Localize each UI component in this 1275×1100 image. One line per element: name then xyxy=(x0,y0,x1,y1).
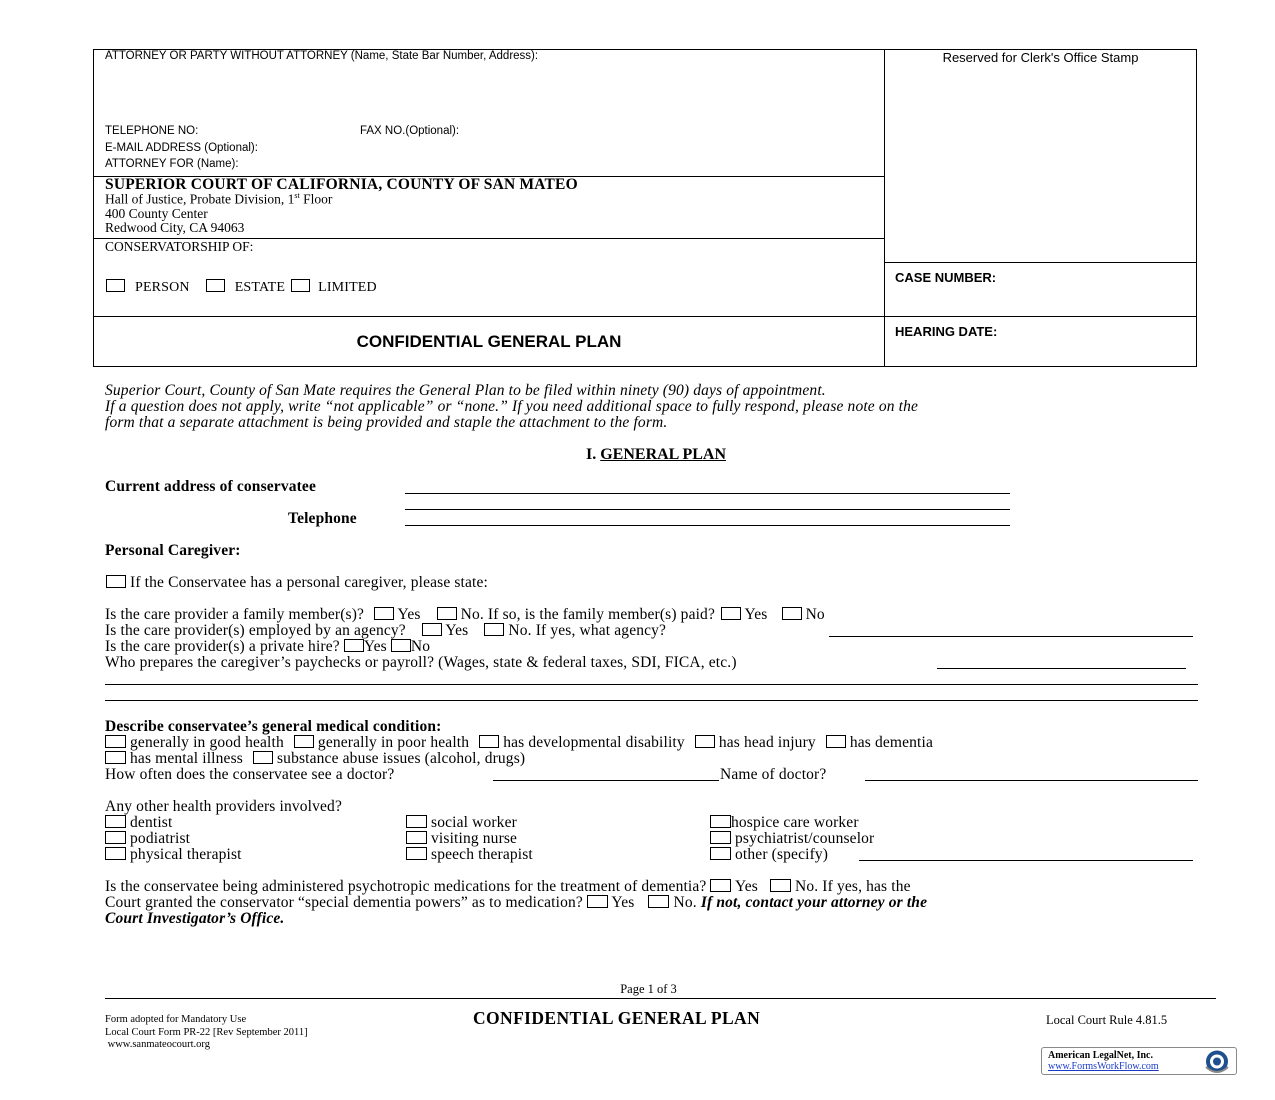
telephone-input[interactable] xyxy=(405,515,1010,526)
psychiatrist-checkbox[interactable] xyxy=(710,831,731,844)
caption-divider xyxy=(93,316,1197,317)
has-caregiver-checkbox[interactable] xyxy=(106,575,126,588)
family-paid-yes-checkbox[interactable] xyxy=(721,607,741,620)
other-provider-input[interactable] xyxy=(859,850,1193,861)
substance-checkbox[interactable] xyxy=(253,751,273,764)
hospice-checkbox[interactable] xyxy=(710,815,731,828)
podiatrist-checkbox[interactable] xyxy=(105,831,126,844)
provider-psychiatrist: psychiatrist/counselor xyxy=(710,830,874,848)
payroll-row: Who prepares the caregiver’s paychecks or payroll? (Wages, state & federal taxes, SDI, FICA, etc.) xyxy=(105,654,737,671)
providers-question: Any other health providers involved? xyxy=(105,798,342,815)
psychotropic-yes-checkbox[interactable] xyxy=(710,879,731,892)
caption-divider xyxy=(884,262,1197,263)
speech-therapist-checkbox[interactable] xyxy=(406,847,427,860)
family-member-row: Is the care provider a family member(s)? Yes No. If so, is the family member(s) paid? Yes No xyxy=(105,606,825,623)
current-address-label: Current address of conservatee xyxy=(105,478,316,495)
instructions-line-3: form that a separate attachment is being provided and staple the attachment to the form. xyxy=(105,414,668,431)
conservatorship-label: CONSERVATORSHIP OF: xyxy=(105,239,254,254)
physical-therapist-checkbox[interactable] xyxy=(105,847,126,860)
provider-speech-therapist: speech therapist xyxy=(406,846,533,864)
agency-no-checkbox[interactable] xyxy=(484,623,504,636)
legalnet-logo-icon xyxy=(1200,1049,1234,1074)
dentist-checkbox[interactable] xyxy=(105,815,126,828)
other-provider-checkbox[interactable] xyxy=(710,847,731,860)
poor-health-checkbox[interactable] xyxy=(294,735,314,748)
footer-rule-text: Local Court Rule 4.81.5 xyxy=(1046,1013,1168,1027)
footer-title: CONFIDENTIAL GENERAL PLAN xyxy=(473,1008,761,1028)
attorney-label: ATTORNEY OR PARTY WITHOUT ATTORNEY (Name, State Bar Number, Address): xyxy=(105,50,539,62)
visiting-nurse-checkbox[interactable] xyxy=(406,831,427,844)
agency-yes-checkbox[interactable] xyxy=(422,623,442,636)
instructions-line-2: If a question does not apply, write “not applicable” or “none.” If you need additional space to fully respond, please note on the xyxy=(105,398,919,415)
court-name: SUPERIOR COURT OF CALIFORNIA, COUNTY OF SAN MATEO xyxy=(105,176,578,193)
medical-row-2: has mental illness substance abuse issues (alcohol, drugs) xyxy=(105,750,525,768)
dementia-powers-no-checkbox[interactable] xyxy=(648,895,669,908)
telephone-label-conservatee: Telephone xyxy=(288,510,357,527)
dementia-checkbox[interactable] xyxy=(826,735,846,748)
attorney-input[interactable] xyxy=(100,66,878,122)
estate-checkbox[interactable] xyxy=(206,279,225,292)
provider-dentist: dentist xyxy=(105,814,172,832)
section-heading: I. GENERAL PLAN xyxy=(585,446,727,463)
legalnet-url[interactable]: www.FormsWorkFlow.com xyxy=(1048,1061,1159,1072)
footer-form-number: Local Court Form PR-22 [Rev September 2011] xyxy=(105,1027,308,1038)
caption-divider-vertical xyxy=(884,49,885,367)
private-yes-checkbox[interactable] xyxy=(344,639,364,652)
payroll-input-2[interactable] xyxy=(105,674,1198,685)
social-worker-checkbox[interactable] xyxy=(406,815,427,828)
current-address-input-2[interactable] xyxy=(405,499,1010,510)
telephone-label: TELEPHONE NO: xyxy=(105,125,199,137)
medical-heading: Describe conservatee’s general medical condition: xyxy=(105,718,442,735)
case-number-label: CASE NUMBER: xyxy=(895,270,997,285)
payroll-input-3[interactable] xyxy=(105,690,1198,701)
form-title: CONFIDENTIAL GENERAL PLAN xyxy=(356,332,622,351)
provider-podiatrist: podiatrist xyxy=(105,830,190,848)
medical-row-1: generally in good health generally in poor health has developmental disability has head injury has dementia xyxy=(105,734,933,752)
court-address-line-2: 400 County Center xyxy=(105,206,208,221)
footer-adopted: Form adopted for Mandatory Use xyxy=(105,1014,247,1025)
hearing-date-label: HEARING DATE: xyxy=(895,324,998,339)
psychotropic-row-3: Court Investigator’s Office. xyxy=(105,910,285,927)
family-yes-checkbox[interactable] xyxy=(374,607,394,620)
family-paid-no-checkbox[interactable] xyxy=(782,607,802,620)
instructions-line-1: Superior Court, County of San Mate requires the General Plan to be filed within ninety (90) days of appointment. xyxy=(105,382,826,399)
conservatorship-options: PERSON ESTATE LIMITED xyxy=(106,278,377,296)
current-address-input[interactable] xyxy=(405,483,1010,494)
psychotropic-row-2: Court granted the conservator “special dementia powers” as to medication? Yes No. If not, contact your attorney or the xyxy=(105,894,928,911)
has-caregiver-row: If the Conservatee has a personal caregiver, please state: xyxy=(106,574,488,592)
fax-label: FAX NO.(Optional): xyxy=(360,125,460,137)
agency-input[interactable] xyxy=(829,626,1193,637)
psychotropic-no-checkbox[interactable] xyxy=(770,879,791,892)
mental-illness-checkbox[interactable] xyxy=(105,751,126,764)
clerk-stamp-label: Reserved for Clerk's Office Stamp xyxy=(942,50,1139,65)
dementia-powers-yes-checkbox[interactable] xyxy=(587,895,608,908)
legalnet-badge[interactable] xyxy=(1041,1047,1237,1075)
footer-rule xyxy=(105,998,1216,999)
doctor-row: How often does the conservatee see a doctor? xyxy=(105,766,395,783)
email-label: E-MAIL ADDRESS (Optional): xyxy=(105,142,258,154)
provider-other: other (specify) xyxy=(710,846,828,864)
provider-hospice: hospice care worker xyxy=(710,814,859,832)
attorney-for-label: ATTORNEY FOR (Name): xyxy=(105,158,239,170)
private-hire-row: Is the care provider(s) a private hire? Yes No xyxy=(105,638,431,655)
psychotropic-row-1: Is the conservatee being administered psychotropic medications for the treatment of dementia? Yes No. If yes, has the xyxy=(105,878,911,895)
provider-physical-therapist: physical therapist xyxy=(105,846,242,864)
private-no-checkbox[interactable] xyxy=(391,639,411,652)
person-checkbox[interactable] xyxy=(106,279,125,292)
court-address-line-3: Redwood City, CA 94063 xyxy=(105,220,245,235)
agency-row: Is the care provider(s) employed by an agency? Yes No. If yes, what agency? xyxy=(105,622,667,639)
page-number: Page 1 of 3 xyxy=(620,982,677,996)
caregiver-heading: Personal Caregiver: xyxy=(105,542,241,559)
payroll-input[interactable] xyxy=(937,658,1186,669)
doctor-name-input[interactable] xyxy=(865,770,1198,781)
limited-checkbox[interactable] xyxy=(291,279,310,292)
legalnet-name: American LegalNet, Inc. xyxy=(1048,1050,1153,1061)
head-injury-checkbox[interactable] xyxy=(695,735,715,748)
provider-visiting-nurse: visiting nurse xyxy=(406,830,517,848)
family-no-checkbox[interactable] xyxy=(437,607,457,620)
good-health-checkbox[interactable] xyxy=(105,735,126,748)
footer-website: www.sanmateocourt.org xyxy=(105,1039,210,1050)
court-address-line-1: Hall of Justice, Probate Division, 1st Floor xyxy=(105,191,333,207)
doctor-frequency-input[interactable] xyxy=(493,770,719,781)
developmental-checkbox[interactable] xyxy=(479,735,499,748)
provider-social-worker: social worker xyxy=(406,814,517,832)
doctor-name-label: Name of doctor? xyxy=(720,766,827,783)
